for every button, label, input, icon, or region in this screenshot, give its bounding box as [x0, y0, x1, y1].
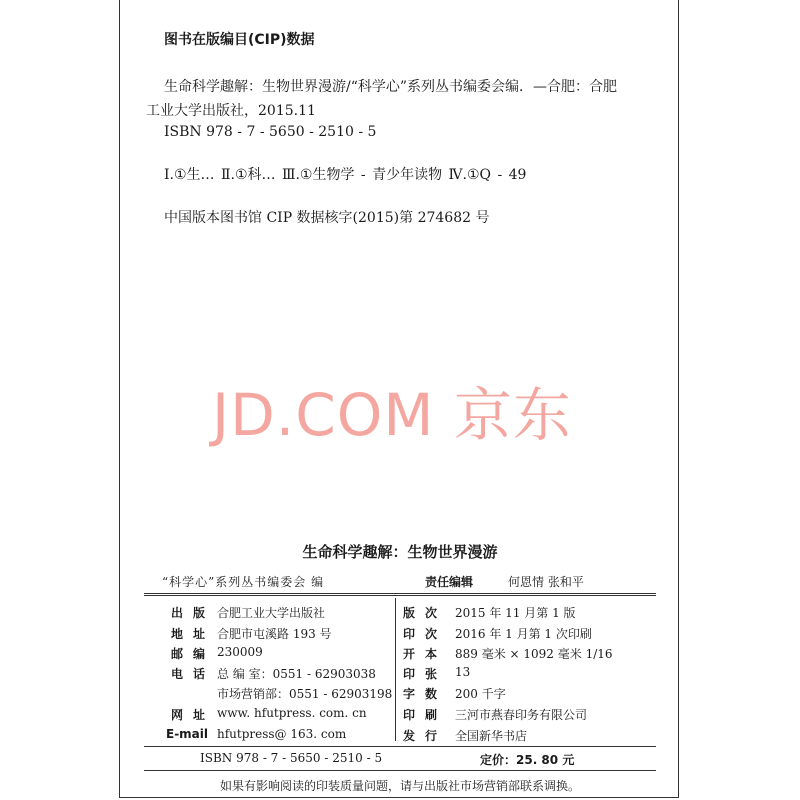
value-phone-editor: 总 编 室：0551 - 62903038: [217, 667, 376, 681]
footer-isbn: ISBN 978 - 7 - 5650 - 2510 - 5: [200, 751, 383, 765]
value-publisher: 合肥工业大学出版社: [217, 606, 326, 620]
label-address: 地址: [171, 627, 216, 641]
label-phone: 电话: [171, 667, 216, 681]
value-printer: 三河市燕春印务有限公司: [455, 708, 588, 722]
divider-mid: [144, 746, 656, 747]
label-format: 开本: [403, 647, 448, 661]
cip-isbn: ISBN 978 - 7 - 5650 - 2510 - 5: [164, 124, 377, 140]
label-distributor: 发行: [403, 729, 448, 743]
divider-bottom: [144, 770, 656, 771]
value-printing: 2016 年 1 月第 1 次印刷: [455, 627, 592, 641]
cip-line-1: 生命科学趣解：生物世界漫游/“科学心”系列丛书编委会编．—合肥：合肥: [164, 79, 618, 95]
value-distributor: 全国新华书店: [455, 729, 528, 743]
label-sheets: 印张: [403, 667, 448, 681]
label-word-count: 字数: [403, 687, 448, 701]
value-email: hfutpress@ 163. com: [217, 727, 347, 741]
label-website: 网址: [171, 708, 216, 722]
label-postcode: 邮编: [171, 647, 216, 661]
value-website: www. hfutpress. com. cn: [217, 706, 367, 720]
cip-classification: Ⅰ.①生… Ⅱ.①科… Ⅲ.①生物学 - 青少年读物 Ⅳ.①Q - 49: [164, 167, 527, 183]
quality-notice: 如果有影响阅读的印装质量问题，请与出版社市场营销部联系调换。: [219, 779, 580, 793]
label-printer: 印刷: [403, 708, 448, 722]
editorial-board: “科学心”系列丛书编委会 编: [162, 575, 325, 589]
value-sheets: 13: [455, 665, 471, 679]
value-postcode: 230009: [217, 645, 263, 659]
cip-heading: 图书在版编目(CIP)数据: [164, 32, 315, 48]
responsible-editor-label: 责任编辑: [425, 575, 474, 589]
label-publisher: 出版: [171, 606, 216, 620]
cip-record-number: 中国版本图书馆 CIP 数据核字(2015)第 274682 号: [164, 210, 490, 226]
price: 定价：25. 80 元: [480, 753, 575, 767]
value-format: 889 毫米 × 1092 毫米 1/16: [455, 647, 613, 661]
value-edition: 2015 年 11 月第 1 版: [455, 606, 576, 620]
jd-watermark: JD.COM 京东: [212, 381, 572, 449]
responsible-editors: 何恩情 张和平: [508, 575, 584, 589]
label-edition: 版次: [403, 606, 448, 620]
label-email: E-mail: [166, 727, 209, 741]
book-title: 生命科学趣解：生物世界漫游: [302, 543, 498, 561]
value-address: 合肥市屯溪路 193 号: [217, 627, 332, 641]
cip-line-2: 工业大学出版社，2015.11: [146, 103, 316, 119]
value-word-count: 200 千字: [455, 687, 506, 701]
divider-top: [144, 593, 656, 596]
value-phone-marketing: 市场营销部：0551 - 62903198: [217, 687, 393, 701]
label-printing: 印次: [403, 627, 448, 641]
column-divider: [395, 598, 396, 741]
